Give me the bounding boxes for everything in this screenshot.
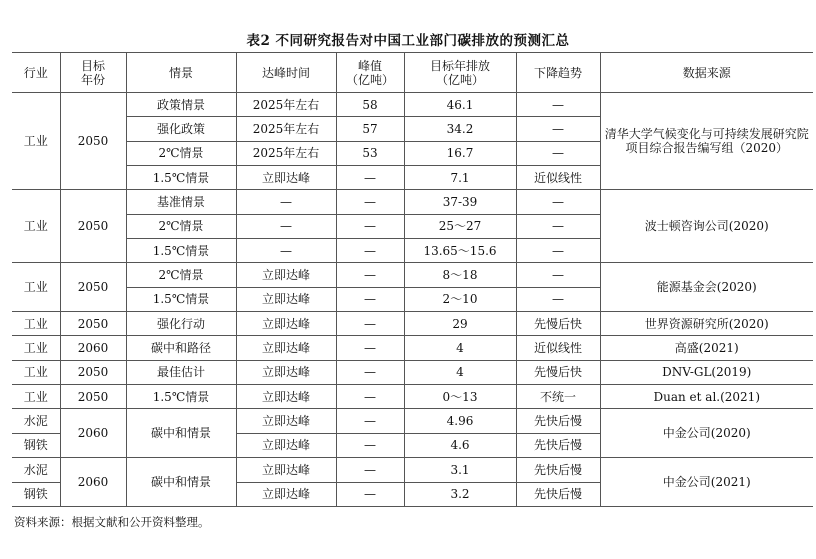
scenario-cell: 强化政策: [126, 117, 236, 141]
target-emission-cell: 8～18: [404, 263, 516, 287]
peak-value-cell: —: [336, 214, 404, 238]
header-target-emission: 目标年排放 （亿吨）: [404, 53, 516, 93]
forecast-table: [12, 52, 813, 507]
year-cell: 2050: [60, 360, 126, 384]
year-cell: 2050: [60, 263, 126, 312]
trend-cell: 先快后慢: [516, 433, 600, 457]
table-title: 表2 不同研究报告对中国工业部门碳排放的预测汇总: [246, 33, 570, 49]
source-cell: Duan et al.(2021): [600, 385, 813, 409]
source-cell: 中金公司(2020): [600, 409, 813, 458]
trend-cell: 先快后慢: [516, 458, 600, 482]
peak-value-cell: 53: [336, 141, 404, 165]
target-emission-cell: 7.1: [404, 166, 516, 190]
scenario-cell: 1.5℃情景: [126, 166, 236, 190]
year-cell: 2050: [60, 93, 126, 190]
table-row: [12, 458, 813, 482]
peak-time-cell: —: [236, 214, 336, 238]
target-emission-cell: 4.96: [404, 409, 516, 433]
scenario-cell: 2℃情景: [126, 214, 236, 238]
peak-value-cell: —: [336, 263, 404, 287]
trend-cell: —: [516, 239, 600, 263]
table-row: [12, 336, 813, 360]
industry-cell: 工业: [12, 190, 60, 263]
target-emission-cell: 29: [404, 312, 516, 336]
peak-value-cell: —: [336, 190, 404, 214]
peak-value-cell: 57: [336, 117, 404, 141]
trend-cell: 不统一: [516, 385, 600, 409]
table-body: [12, 93, 813, 507]
scenario-cell: 碳中和路径: [126, 336, 236, 360]
target-emission-cell: 4: [404, 336, 516, 360]
trend-cell: 近似线性: [516, 336, 600, 360]
table-row: [12, 409, 813, 433]
header-peak-value: 峰值 （亿吨）: [336, 53, 404, 93]
year-cell: 2060: [60, 458, 126, 507]
scenario-cell: 2℃情景: [126, 263, 236, 287]
peak-time-cell: —: [236, 239, 336, 263]
target-emission-cell: 16.7: [404, 141, 516, 165]
target-emission-cell: 2～10: [404, 287, 516, 311]
source-note: 资料来源：根据文献和公开资料整理。: [14, 515, 210, 529]
year-cell: 2050: [60, 312, 126, 336]
table-row: [12, 360, 813, 384]
peak-value-cell: —: [336, 287, 404, 311]
peak-value-cell: 58: [336, 93, 404, 117]
industry-cell: 工业: [12, 312, 60, 336]
table-row: [12, 385, 813, 409]
trend-cell: —: [516, 214, 600, 238]
trend-cell: —: [516, 117, 600, 141]
scenario-cell: 1.5℃情景: [126, 385, 236, 409]
target-emission-cell: 25～27: [404, 214, 516, 238]
peak-value-cell: —: [336, 312, 404, 336]
industry-cell: 工业: [12, 336, 60, 360]
target-emission-cell: 4: [404, 360, 516, 384]
scenario-cell: 碳中和情景: [126, 409, 236, 458]
scenario-cell: 强化行动: [126, 312, 236, 336]
trend-cell: 先慢后快: [516, 312, 600, 336]
peak-value-cell: —: [336, 458, 404, 482]
peak-value-cell: —: [336, 239, 404, 263]
target-emission-cell: 46.1: [404, 93, 516, 117]
peak-time-cell: 立即达峰: [236, 458, 336, 482]
scenario-cell: 1.5℃情景: [126, 287, 236, 311]
peak-time-cell: —: [236, 190, 336, 214]
peak-time-cell: 立即达峰: [236, 482, 336, 506]
source-cell: DNV-GL(2019): [600, 360, 813, 384]
peak-value-cell: —: [336, 385, 404, 409]
header-scenario: 情景: [126, 53, 236, 93]
trend-cell: 先慢后快: [516, 360, 600, 384]
header-target-year: 目标 年份: [60, 53, 126, 93]
scenario-cell: 1.5℃情景: [126, 239, 236, 263]
peak-time-cell: 立即达峰: [236, 409, 336, 433]
scenario-cell: 政策情景: [126, 93, 236, 117]
scenario-cell: 2℃情景: [126, 141, 236, 165]
header-row: [12, 53, 813, 93]
peak-time-cell: 立即达峰: [236, 312, 336, 336]
target-emission-cell: 3.2: [404, 482, 516, 506]
industry-cell: 水泥: [12, 409, 60, 433]
scenario-cell: 碳中和情景: [126, 458, 236, 507]
industry-cell: 钢铁: [12, 433, 60, 457]
scenario-cell: 最佳估计: [126, 360, 236, 384]
target-emission-cell: 3.1: [404, 458, 516, 482]
peak-time-cell: 2025年左右: [236, 93, 336, 117]
industry-cell: 水泥: [12, 458, 60, 482]
target-emission-cell: 34.2: [404, 117, 516, 141]
source-cell: 世界资源研究所(2020): [600, 312, 813, 336]
trend-cell: —: [516, 190, 600, 214]
peak-time-cell: 2025年左右: [236, 117, 336, 141]
target-emission-cell: 37-39: [404, 190, 516, 214]
peak-time-cell: 立即达峰: [236, 360, 336, 384]
trend-cell: —: [516, 263, 600, 287]
header-trend: 下降趋势: [516, 53, 600, 93]
table-row: [12, 190, 813, 214]
peak-value-cell: —: [336, 166, 404, 190]
trend-cell: 先快后慢: [516, 482, 600, 506]
peak-time-cell: 立即达峰: [236, 385, 336, 409]
trend-cell: —: [516, 141, 600, 165]
peak-time-cell: 立即达峰: [236, 263, 336, 287]
trend-cell: 近似线性: [516, 166, 600, 190]
industry-cell: 工业: [12, 93, 60, 190]
peak-value-cell: —: [336, 482, 404, 506]
peak-value-cell: —: [336, 433, 404, 457]
industry-cell: 工业: [12, 263, 60, 312]
source-cell: 高盛(2021): [600, 336, 813, 360]
industry-cell: 工业: [12, 360, 60, 384]
header-peak-time: 达峰时间: [236, 53, 336, 93]
target-emission-cell: 4.6: [404, 433, 516, 457]
source-cell: 波士顿咨询公司(2020): [600, 190, 813, 263]
peak-time-cell: 立即达峰: [236, 166, 336, 190]
peak-time-cell: 立即达峰: [236, 287, 336, 311]
header-source: 数据来源: [600, 53, 813, 93]
source-cell: 能源基金会(2020): [600, 263, 813, 312]
peak-time-cell: 立即达峰: [236, 336, 336, 360]
header-industry: 行业: [12, 53, 60, 93]
trend-cell: —: [516, 93, 600, 117]
trend-cell: —: [516, 287, 600, 311]
trend-cell: 先快后慢: [516, 409, 600, 433]
source-cell: 中金公司(2021): [600, 458, 813, 507]
table-row: [12, 93, 813, 117]
year-cell: 2050: [60, 190, 126, 263]
table-row: [12, 312, 813, 336]
year-cell: 2060: [60, 336, 126, 360]
scenario-cell: 基准情景: [126, 190, 236, 214]
peak-time-cell: 立即达峰: [236, 433, 336, 457]
industry-cell: 工业: [12, 385, 60, 409]
peak-time-cell: 2025年左右: [236, 141, 336, 165]
year-cell: 2050: [60, 385, 126, 409]
year-cell: 2060: [60, 409, 126, 458]
peak-value-cell: —: [336, 360, 404, 384]
industry-cell: 钢铁: [12, 482, 60, 506]
table-row: [12, 263, 813, 287]
target-emission-cell: 13.65～15.6: [404, 239, 516, 263]
peak-value-cell: —: [336, 336, 404, 360]
peak-value-cell: —: [336, 409, 404, 433]
source-cell: 清华大学气候变化与可持续发展研究院项目综合报告编写组（2020）: [600, 93, 813, 190]
target-emission-cell: 0～13: [404, 385, 516, 409]
